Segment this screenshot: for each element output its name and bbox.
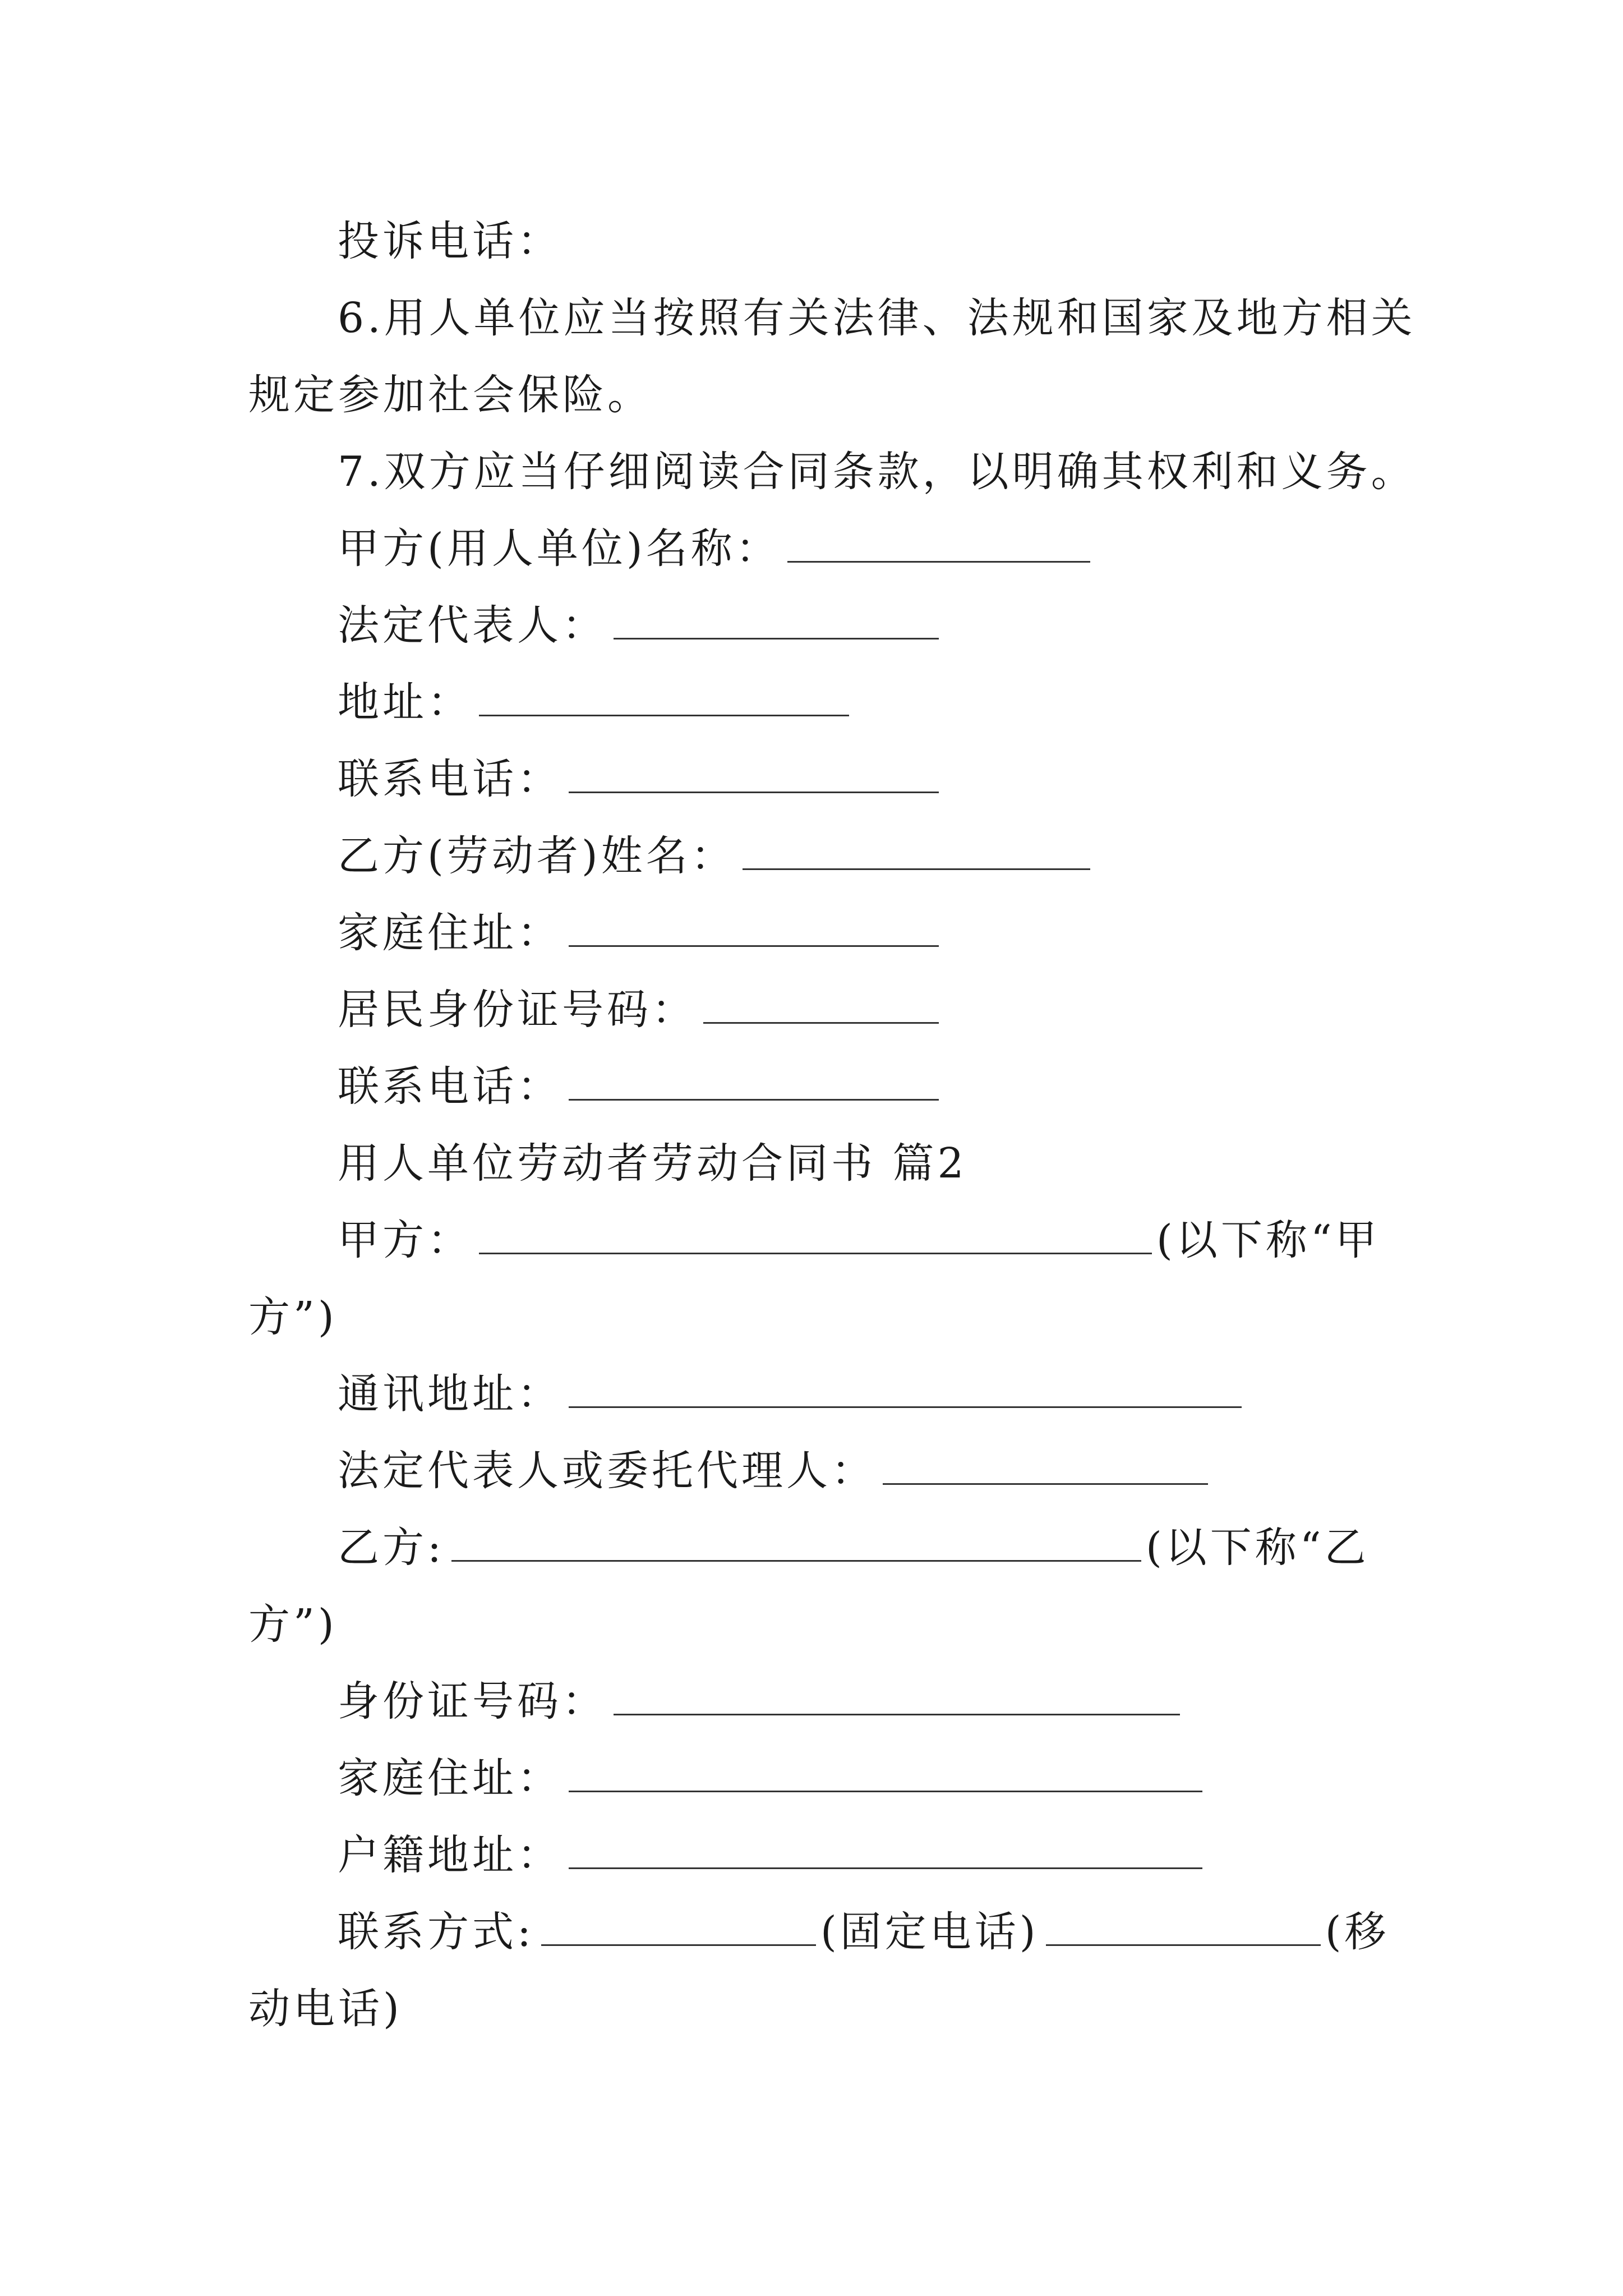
contact-method-label: 联系方式:: [338, 1908, 534, 1956]
worker-phone-line: [338, 1061, 943, 1112]
landline-label: (固定电话): [820, 1908, 1039, 1956]
employer-phone-blank[interactable]: [569, 758, 939, 793]
landline-blank[interactable]: [541, 1911, 816, 1946]
complaint-phone-label: 投诉电话：: [338, 217, 562, 265]
party-a-line: [338, 1215, 1380, 1266]
party-b-line: [338, 1522, 1370, 1573]
mailing-address-label: 通讯地址：: [338, 1370, 562, 1418]
legal-rep-line: [338, 600, 943, 651]
b-home-address-blank[interactable]: [569, 1757, 1202, 1792]
party-b-blank[interactable]: [451, 1526, 1141, 1562]
worker-name-line: [338, 831, 1095, 881]
complaint-phone-line: [338, 216, 562, 266]
rep-or-agent-label: 法定代表人或委托代理人：: [338, 1447, 876, 1495]
household-address-line: [338, 1830, 1207, 1880]
party-b-alias-end: 方”): [248, 1600, 338, 1649]
id-number-blank[interactable]: [703, 988, 939, 1024]
employer-name-label: 甲方(用人单位)名称：: [338, 524, 781, 573]
b-id-number-label: 身份证号码：: [338, 1677, 607, 1726]
home-address-line: [338, 908, 943, 958]
b-id-number-blank[interactable]: [614, 1680, 1180, 1715]
contact-method-line-2: [248, 1984, 403, 2034]
contact-method-line: [338, 1907, 1390, 1957]
address-label: 地址：: [338, 678, 472, 726]
clause-7-line: [338, 447, 1416, 497]
mobile-label-start: (移: [1325, 1908, 1390, 1956]
home-address-blank[interactable]: [569, 912, 939, 947]
clause-6-text-continued: 规定参加社会保险。: [248, 371, 652, 419]
employer-phone-label: 联系电话：: [338, 755, 562, 803]
party-a-alias: (以下称“甲: [1156, 1216, 1380, 1264]
party-a-alias-line-2: [248, 1292, 338, 1342]
legal-rep-label: 法定代表人：: [338, 601, 607, 650]
party-b-label: 乙方:: [338, 1524, 445, 1572]
b-home-address-label: 家庭住址：: [338, 1754, 562, 1802]
mobile-label-end: 动电话): [248, 1985, 403, 2033]
section-2-title: 用人单位劳动者劳动合同书 篇2: [338, 1139, 967, 1188]
rep-or-agent-blank[interactable]: [883, 1450, 1208, 1485]
address-blank[interactable]: [479, 681, 849, 716]
clause-6-text: 6.用人单位应当按照有关法律、法规和国家及地方相关: [338, 294, 1416, 342]
worker-phone-label: 联系电话：: [338, 1062, 562, 1111]
mobile-blank[interactable]: [1046, 1911, 1321, 1946]
employer-name-line: [338, 523, 1095, 574]
employer-phone-line: [338, 754, 943, 804]
mailing-address-blank[interactable]: [569, 1373, 1242, 1408]
address-line: [338, 677, 854, 728]
rep-or-agent-line: [338, 1446, 1212, 1496]
id-number-label: 居民身份证号码：: [338, 986, 697, 1034]
party-a-blank[interactable]: [479, 1219, 1152, 1254]
home-address-label: 家庭住址：: [338, 909, 562, 957]
party-a-alias-end: 方”): [248, 1293, 338, 1341]
worker-name-label: 乙方(劳动者)姓名：: [338, 832, 736, 880]
worker-phone-blank[interactable]: [569, 1065, 939, 1101]
household-address-blank[interactable]: [569, 1834, 1202, 1869]
section-2-heading: [338, 1138, 967, 1189]
mailing-address-line: [338, 1369, 1246, 1419]
party-b-alias: (以下称“乙: [1145, 1524, 1370, 1572]
legal-rep-blank[interactable]: [614, 604, 939, 639]
party-b-alias-line-2: [248, 1599, 338, 1650]
clause-6-line-2: [248, 370, 652, 420]
b-id-number-line: [338, 1676, 1184, 1727]
party-a-label: 甲方：: [338, 1216, 472, 1264]
worker-name-blank[interactable]: [743, 835, 1090, 870]
clause-6-line-1: [338, 293, 1416, 343]
b-home-address-line: [338, 1753, 1207, 1803]
household-address-label: 户籍地址：: [338, 1831, 562, 1879]
employer-name-blank[interactable]: [787, 527, 1090, 563]
clause-7-text: 7.双方应当仔细阅读合同条款，以明确其权利和义务。: [338, 448, 1416, 496]
id-number-line: [338, 984, 943, 1035]
